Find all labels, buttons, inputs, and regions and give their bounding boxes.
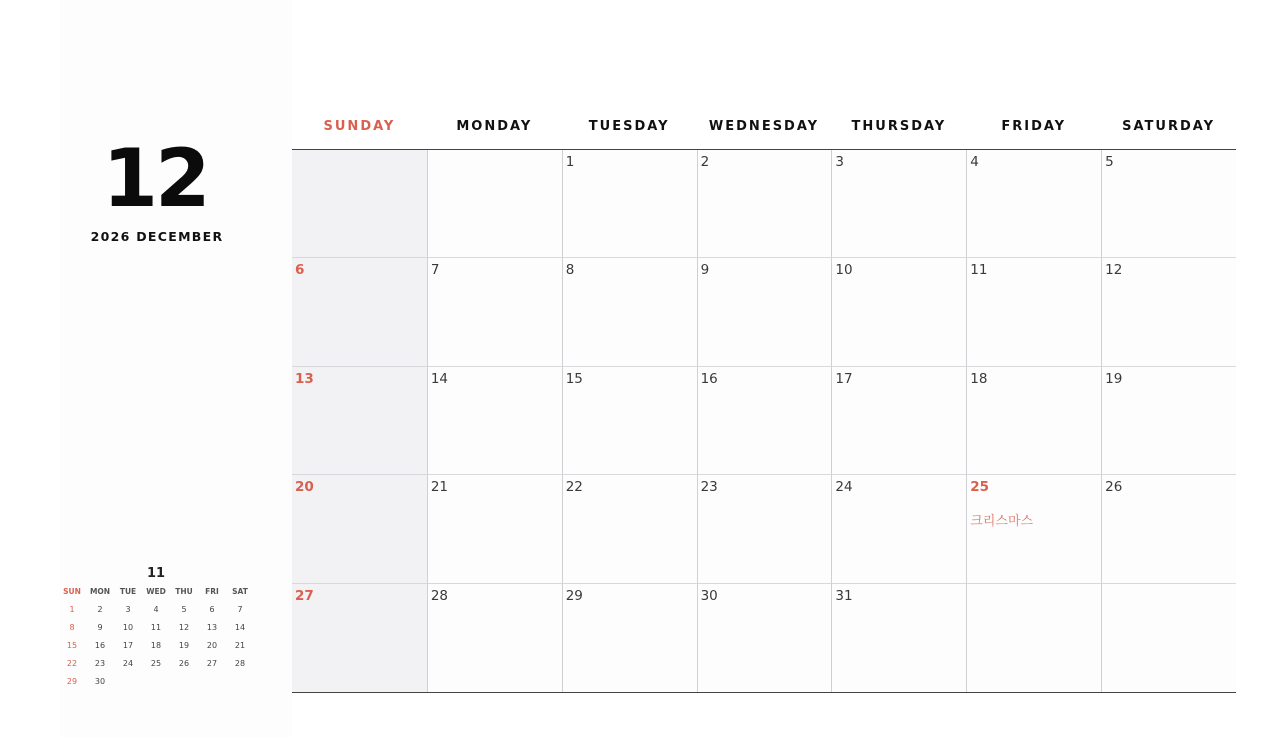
- mini-day-9[interactable]: 9: [97, 623, 103, 632]
- mini-day-8[interactable]: 8: [69, 623, 75, 632]
- mini-day-20[interactable]: 20: [206, 641, 218, 650]
- day-cell-empty[interactable]: [292, 150, 427, 258]
- day-number: 21: [430, 479, 449, 496]
- weekday-saturday: SATURDAY: [1122, 119, 1216, 134]
- day-cell-17[interactable]: [831, 367, 966, 475]
- mini-day-16[interactable]: 16: [94, 641, 106, 650]
- weekday-sunday: SUNDAY: [323, 119, 396, 134]
- mini-day-7[interactable]: 7: [237, 605, 243, 614]
- mini-day-2[interactable]: 2: [97, 605, 103, 614]
- day-cell-2[interactable]: [697, 150, 832, 258]
- day-cell-22[interactable]: [562, 475, 697, 583]
- day-cell-12[interactable]: [1101, 258, 1236, 366]
- day-number: 6: [295, 262, 305, 279]
- mini-day-17[interactable]: 17: [122, 641, 134, 650]
- day-number: 20: [295, 479, 314, 496]
- weekday-wednesday: WEDNESDAY: [708, 119, 820, 134]
- day-number: 3: [835, 154, 845, 170]
- day-cell-24[interactable]: [831, 475, 966, 583]
- month-caption: 2026 DECEMBER: [90, 229, 224, 244]
- day-cell-11[interactable]: [966, 258, 1101, 366]
- day-cell-31[interactable]: [831, 584, 966, 692]
- day-cell-13[interactable]: [292, 367, 427, 475]
- mini-weekday-fri: FRI: [205, 587, 219, 596]
- day-number: 19: [1105, 370, 1123, 387]
- day-number: 18: [970, 370, 988, 387]
- day-number: 26: [1105, 479, 1123, 496]
- day-number: 4: [970, 154, 979, 170]
- day-number: 27: [295, 587, 314, 604]
- mini-day-25[interactable]: 25: [150, 659, 162, 668]
- day-cell-26[interactable]: [1101, 475, 1236, 583]
- day-cell-1[interactable]: [562, 150, 697, 258]
- mini-day-3[interactable]: 3: [125, 605, 131, 614]
- day-cell-21[interactable]: [427, 475, 562, 583]
- mini-day-4[interactable]: 4: [153, 605, 159, 614]
- weekday-header-row: [292, 110, 1236, 146]
- mini-day-5[interactable]: 5: [181, 605, 187, 614]
- day-cell-5[interactable]: [1101, 150, 1236, 258]
- mini-day-18[interactable]: 18: [150, 641, 162, 650]
- mini-calendar: [58, 584, 254, 692]
- mini-weekday-thu: THU: [175, 587, 193, 596]
- day-number: 2: [700, 154, 710, 170]
- mini-day-28[interactable]: 28: [234, 659, 246, 668]
- day-cell-14[interactable]: [427, 367, 562, 475]
- mini-day-empty: [226, 674, 254, 692]
- mini-weekday-mon: MON: [89, 587, 111, 596]
- day-cell-10[interactable]: [831, 258, 966, 366]
- month-number: 12: [102, 132, 208, 225]
- day-number: 8: [565, 262, 575, 279]
- day-cell-3[interactable]: [831, 150, 966, 258]
- mini-day-empty: [142, 674, 170, 692]
- day-cell-empty[interactable]: [1101, 584, 1236, 692]
- day-cell-25[interactable]: [966, 475, 1101, 583]
- day-number: 29: [565, 587, 583, 604]
- day-cell-20[interactable]: [292, 475, 427, 583]
- day-number: 1: [565, 154, 575, 170]
- day-number: 17: [835, 370, 853, 387]
- mini-weekday-tue: TUE: [119, 587, 137, 596]
- day-cell-19[interactable]: [1101, 367, 1236, 475]
- mini-day-15[interactable]: 15: [66, 641, 78, 650]
- mini-weekday-sun: SUN: [63, 587, 81, 596]
- day-number: 12: [1105, 262, 1123, 279]
- mini-day-empty: [198, 674, 226, 692]
- day-number: 25: [970, 479, 990, 496]
- weekday-tuesday: TUESDAY: [588, 119, 670, 134]
- day-cell-empty[interactable]: [427, 150, 562, 258]
- month-grid: [292, 149, 1236, 693]
- day-number: 16: [700, 370, 718, 387]
- day-cell-27[interactable]: [292, 584, 427, 692]
- day-cell-18[interactable]: [966, 367, 1101, 475]
- mini-day-29[interactable]: 29: [66, 677, 78, 686]
- mini-day-10[interactable]: 10: [122, 623, 134, 632]
- day-number: 11: [970, 262, 988, 279]
- mini-weekday-wed: WED: [146, 587, 166, 596]
- day-number: 24: [835, 479, 853, 496]
- day-number: 5: [1105, 154, 1114, 170]
- mini-day-6[interactable]: 6: [209, 605, 215, 614]
- mini-day-30[interactable]: 30: [94, 677, 106, 686]
- day-number: 9: [700, 262, 710, 279]
- event-label[interactable]: 크리스마스: [970, 514, 1034, 530]
- day-cell-8[interactable]: [562, 258, 697, 366]
- mini-day-11[interactable]: 11: [150, 623, 162, 632]
- mini-day-empty: [114, 674, 142, 692]
- day-cell-empty[interactable]: [966, 584, 1101, 692]
- day-cell-28[interactable]: [427, 584, 562, 692]
- mini-day-26[interactable]: 26: [178, 659, 190, 668]
- mini-day-24[interactable]: 24: [122, 659, 134, 668]
- day-cell-6[interactable]: [292, 258, 427, 366]
- day-cell-4[interactable]: [966, 150, 1101, 258]
- mini-day-13[interactable]: 13: [206, 623, 218, 632]
- mini-day-21[interactable]: 21: [234, 641, 246, 650]
- day-cell-30[interactable]: [697, 584, 832, 692]
- day-number: 30: [700, 587, 718, 604]
- day-number: 14: [430, 370, 449, 387]
- mini-day-empty: [170, 674, 198, 692]
- day-number: 22: [565, 479, 583, 496]
- day-cell-9[interactable]: [697, 258, 832, 366]
- day-number: 13: [295, 370, 314, 387]
- mini-day-22[interactable]: 22: [66, 659, 78, 668]
- day-cell-23[interactable]: [697, 475, 832, 583]
- day-number: 31: [835, 587, 853, 604]
- mini-day-1[interactable]: 1: [69, 605, 75, 614]
- day-number: 23: [700, 479, 718, 496]
- mini-day-23[interactable]: 23: [94, 659, 106, 668]
- day-number: 10: [835, 262, 853, 279]
- day-cell-29[interactable]: [562, 584, 697, 692]
- day-cell-15[interactable]: [562, 367, 697, 475]
- mini-day-27[interactable]: 27: [206, 659, 218, 668]
- mini-calendar-title: 11: [146, 566, 166, 581]
- day-cell-16[interactable]: [697, 367, 832, 475]
- day-number: 15: [565, 370, 583, 387]
- weekday-thursday: THURSDAY: [851, 119, 947, 134]
- day-number: 7: [430, 262, 440, 279]
- day-cell-7[interactable]: [427, 258, 562, 366]
- mini-day-19[interactable]: 19: [178, 641, 190, 650]
- mini-weekday-sat: SAT: [232, 587, 248, 596]
- mini-day-14[interactable]: 14: [234, 623, 246, 632]
- mini-day-12[interactable]: 12: [178, 623, 190, 632]
- weekday-friday: FRIDAY: [1001, 119, 1067, 134]
- weekday-monday: MONDAY: [456, 119, 533, 134]
- day-number: 28: [430, 587, 449, 604]
